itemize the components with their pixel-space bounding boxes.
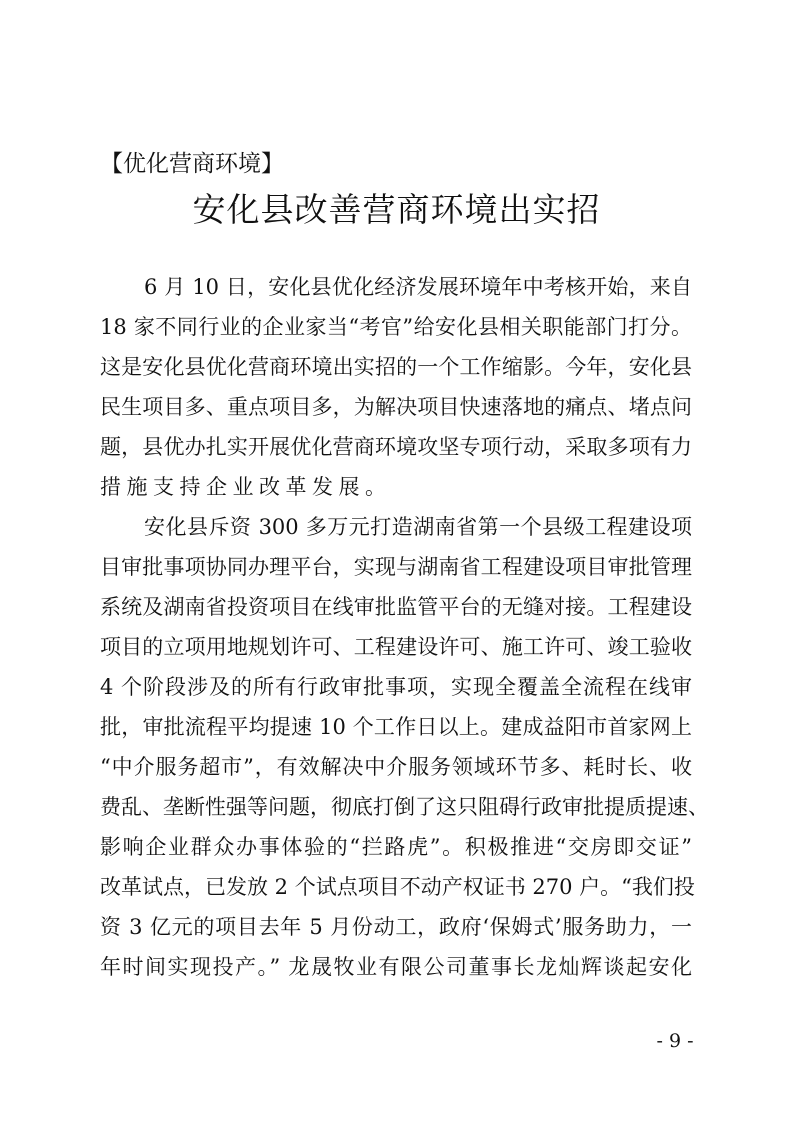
text-line: 民生项目多、重点项目多，为解决项目快速落地的痛点、堵点问 <box>100 395 692 419</box>
text-line: 这是安化县优化营商环境出实招的一个工作缩影。今年，安化县 <box>100 355 692 379</box>
text-line: 安化县斥资 300 多万元打造湖南省第一个县级工程建设项 <box>144 515 692 539</box>
text-line: 题，县优办扎实开展优化营商环境攻坚专项行动，采取多项有力 <box>100 435 692 459</box>
text-line: 系统及湖南省投资项目在线审批监管平台的无缝对接。工程建设 <box>100 595 692 619</box>
text-line: 年时间实现投产。” 龙晟牧业有限公司董事长龙灿辉谈起安化 <box>100 955 692 979</box>
text-line: 影响企业群众办事体验的“拦路虎”。积极推进“交房即交证” <box>100 835 692 859</box>
text-line: 改革试点，已发放 2 个试点项目不动产权证书 270 户。“我们投 <box>100 875 695 899</box>
text-line: 4 个阶段涉及的所有行政审批事项，实现全覆盖全流程在线审 <box>100 675 692 699</box>
section-tag: 【优化营商环境】 <box>100 151 284 177</box>
text-line: 资 3 亿元的项目去年 5 月份动工，政府‘保姆式’服务助力，一 <box>100 915 692 939</box>
text-line: 18 家不同行业的企业家当“考官”给安化县相关职能部门打分。 <box>100 315 692 339</box>
text-line: “中介服务超市”，有效解决中介服务领域环节多、耗时长、收 <box>100 755 692 779</box>
text-line: 费乱、垄断性强等问题，彻底打倒了这只阻碍行政审批提质提速、 <box>100 795 709 819</box>
text-line: 项目的立项用地规划许可、工程建设许可、施工许可、竣工验收 <box>100 635 692 659</box>
text-line: 目审批事项协同办理平台，实现与湖南省工程建设项目审批管理 <box>100 555 692 579</box>
article-title: 安化县改善营商环境出实招 <box>192 190 601 229</box>
text-line: 6 月 10 日，安化县优化经济发展环境年中考核开始，来自 <box>144 275 692 299</box>
text-line: 措施支持企业改革发展。 <box>100 475 392 499</box>
text-line: 批，审批流程平均提速 10 个工作日以上。建成益阳市首家网上 <box>100 715 692 739</box>
page-number: - 9 - <box>656 1030 694 1052</box>
